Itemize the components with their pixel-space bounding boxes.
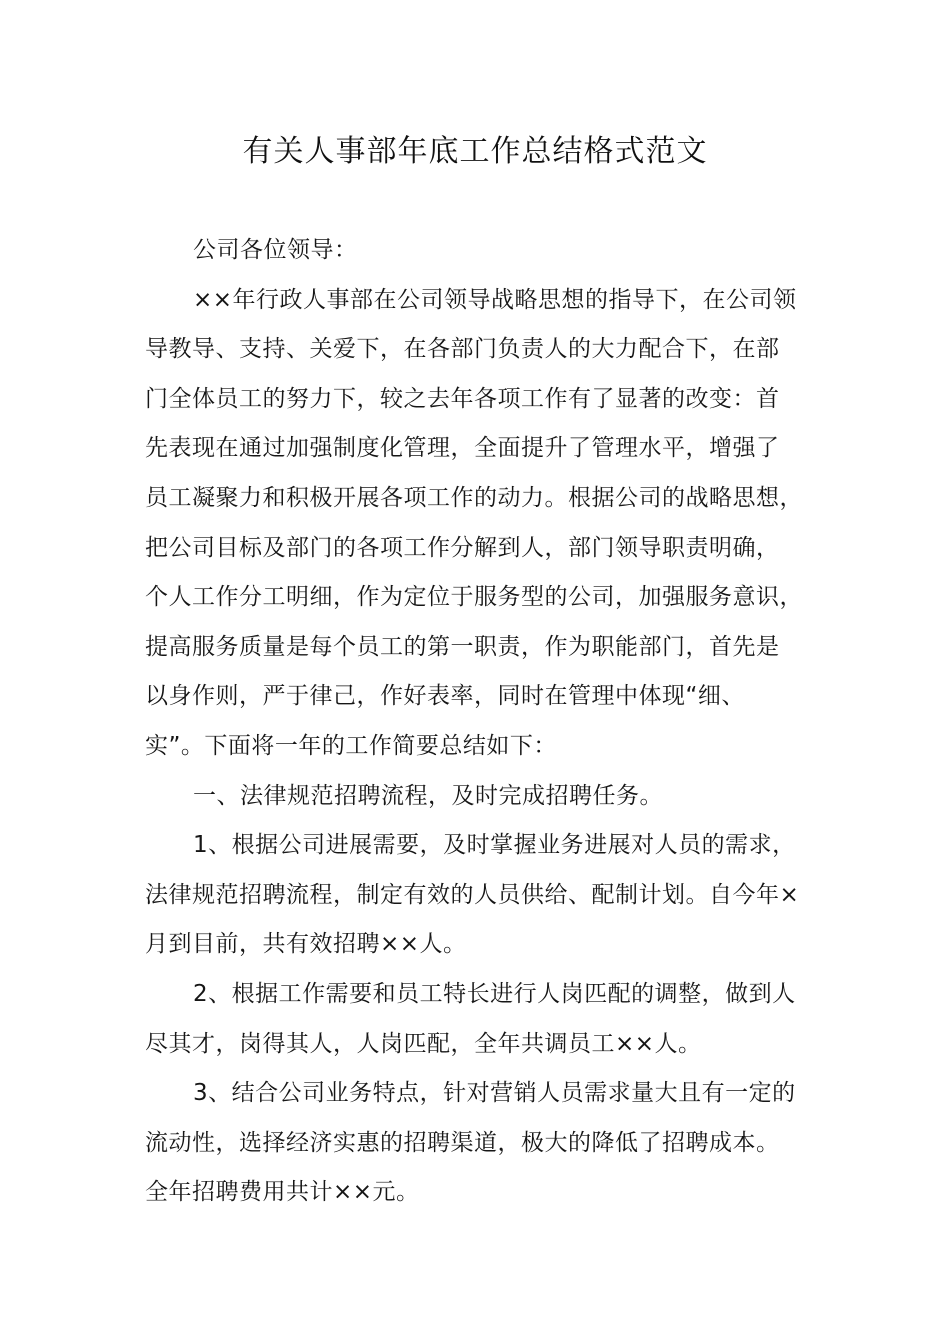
paragraph-line: 3、结合公司业务特点，针对营销人员需求量大且有一定的 — [193, 1080, 796, 1107]
paragraph-line: 员工凝聚力和积极开展各项工作的动力。根据公司的战略思想， — [145, 484, 803, 511]
paragraph-line: 把公司目标及部门的各项工作分解到人，部门领导职责明确， — [145, 534, 780, 561]
paragraph-line: 全年招聘费用共计××元。 — [145, 1179, 420, 1206]
paragraph-line: 个人工作分工明细，作为定位于服务型的公司，加强服务意识， — [145, 584, 803, 611]
paragraph-line: 实”。下面将一年的工作简要总结如下： — [145, 732, 557, 759]
section-heading: 一、法律规范招聘流程，及时完成招聘任务。 — [193, 782, 663, 809]
paragraph-line: 法律规范招聘流程，制定有效的人员供给、配制计划。自今年× — [145, 881, 800, 908]
paragraph-line: ××年行政人事部在公司领导战略思想的指导下，在公司领 — [193, 286, 797, 313]
paragraph-line: 门全体员工的努力下，较之去年各项工作有了显著的改变：首 — [145, 385, 780, 412]
salutation-line: 公司各位领导： — [193, 237, 358, 263]
document-body — [145, 226, 835, 1218]
paragraph-line: 1、根据公司进展需要，及时掌握业务进展对人员的需求， — [193, 832, 796, 859]
paragraph-line: 导教导、支持、关爱下，在各部门负责人的大力配合下，在部 — [145, 336, 780, 363]
paragraph-line: 月到目前，共有效招聘××人。 — [145, 931, 467, 958]
paragraph-line: 流动性，选择经济实惠的招聘渠道，极大的降低了招聘成本。 — [145, 1129, 780, 1156]
paragraph-line: 以身作则，严于律己，作好表率，同时在管理中体现“细、 — [145, 683, 745, 710]
paragraph-line: 先表现在通过加强制度化管理，全面提升了管理水平，增强了 — [145, 435, 780, 462]
document-title: 有关人事部年底工作总结格式范文 — [242, 134, 708, 169]
paragraph-line: 2、根据工作需要和员工特长进行人岗匹配的调整，做到人 — [193, 980, 796, 1007]
paragraph-line: 提高服务质量是每个员工的第一职责，作为职能部门，首先是 — [145, 633, 780, 660]
paragraph-line: 尽其才，岗得其人，人岗匹配，全年共调员工××人。 — [145, 1030, 702, 1057]
